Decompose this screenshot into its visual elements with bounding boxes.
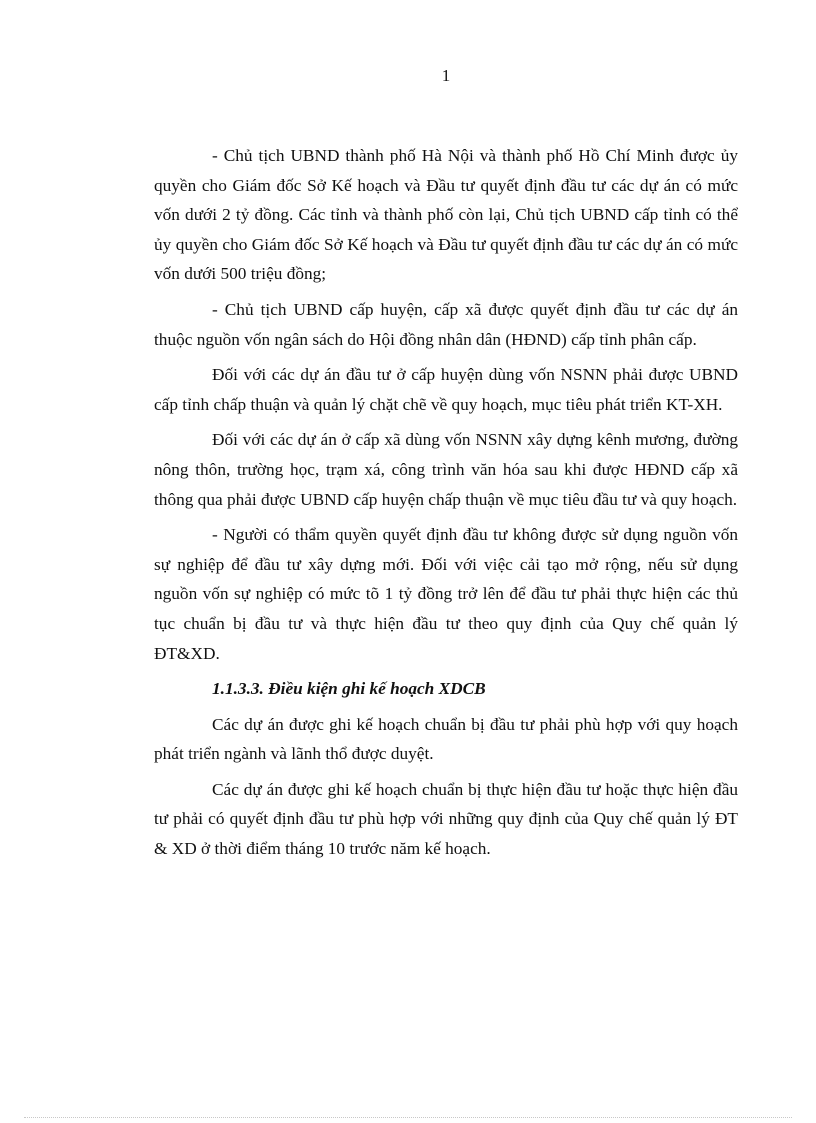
paragraph-implementation-conditions: Các dự án được ghi kế hoạch chuẩn bị thực hiện đầu tư hoặc thực hiện đầu tư phải có quyết định đầu tư phù hợp với những quy định của Quy chế quản lý ĐT & XD ở thời điểm tháng 10 trước năm kế hoạch.: [154, 779, 738, 859]
section-heading: 1.1.3.3. Điều kiện ghi kế hoạch XDCB: [212, 679, 486, 699]
paragraph-career-capital: - Người có thẩm quyền quyết định đầu tư không được sử dụng nguồn vốn sự nghiệp để đầu tư xây dựng mới. Đối với việc cải tạo mở rộng, nếu sử dụng nguồn vốn sự nghiệp có mức tõ 1 tỷ đồng trở lên để đầu tư phải thực hiện các thủ tục chuẩn bị đầu tư và thực hiện đầu tư theo quy định của Quy chế quản lý ĐT&XD.: [154, 525, 738, 663]
paragraph-preparation-conditions: Các dự án được ghi kế hoạch chuẩn bị đầu tư phải phù hợp với quy hoạch phát triển ngành và lãnh thổ được duyệt.: [154, 714, 738, 764]
page-bottom-divider: [24, 1117, 792, 1118]
document-body: [154, 141, 738, 864]
paragraph-commune-projects: Đối với các dự án ở cấp xã dùng vốn NSNN xây dựng kênh mương, đường nông thôn, trường học, trạm xá, công trình văn hóa sau khi được HĐND cấp xã thông qua phải được UBND cấp huyện chấp thuận về mục tiêu đầu tư và quy hoạch.: [154, 430, 738, 509]
paragraph-hanoi-hcm-delegation: - Chủ tịch UBND thành phố Hà Nội và thành phố Hồ Chí Minh được ủy quyền cho Giám đốc Sở Kế hoạch và Đầu tư quyết định đầu tư các dự án có mức vốn dưới 2 tỷ đồng. Các tỉnh và thành phố còn lại, Chủ tịch UBND cấp tỉnh có thể ủy quyền cho Giám đốc Sở Kế hoạch và Đầu tư quyết định đầu tư các dự án có mức vốn dưới 500 triệu đồng;: [154, 146, 738, 284]
page-number: 1: [441, 66, 451, 85]
paragraph-district-projects: Đối với các dự án đầu tư ở cấp huyện dùng vốn NSNN phải được UBND cấp tỉnh chấp thuận và quản lý chặt chẽ về quy hoạch, mục tiêu phát triển KT-XH.: [154, 365, 738, 414]
paragraph-district-commune-authority: - Chủ tịch UBND cấp huyện, cấp xã được quyết định đầu tư các dự án thuộc nguồn vốn ngân sách do Hội đồng nhân dân (HĐND) cấp tỉnh phân cấp.: [154, 299, 738, 349]
